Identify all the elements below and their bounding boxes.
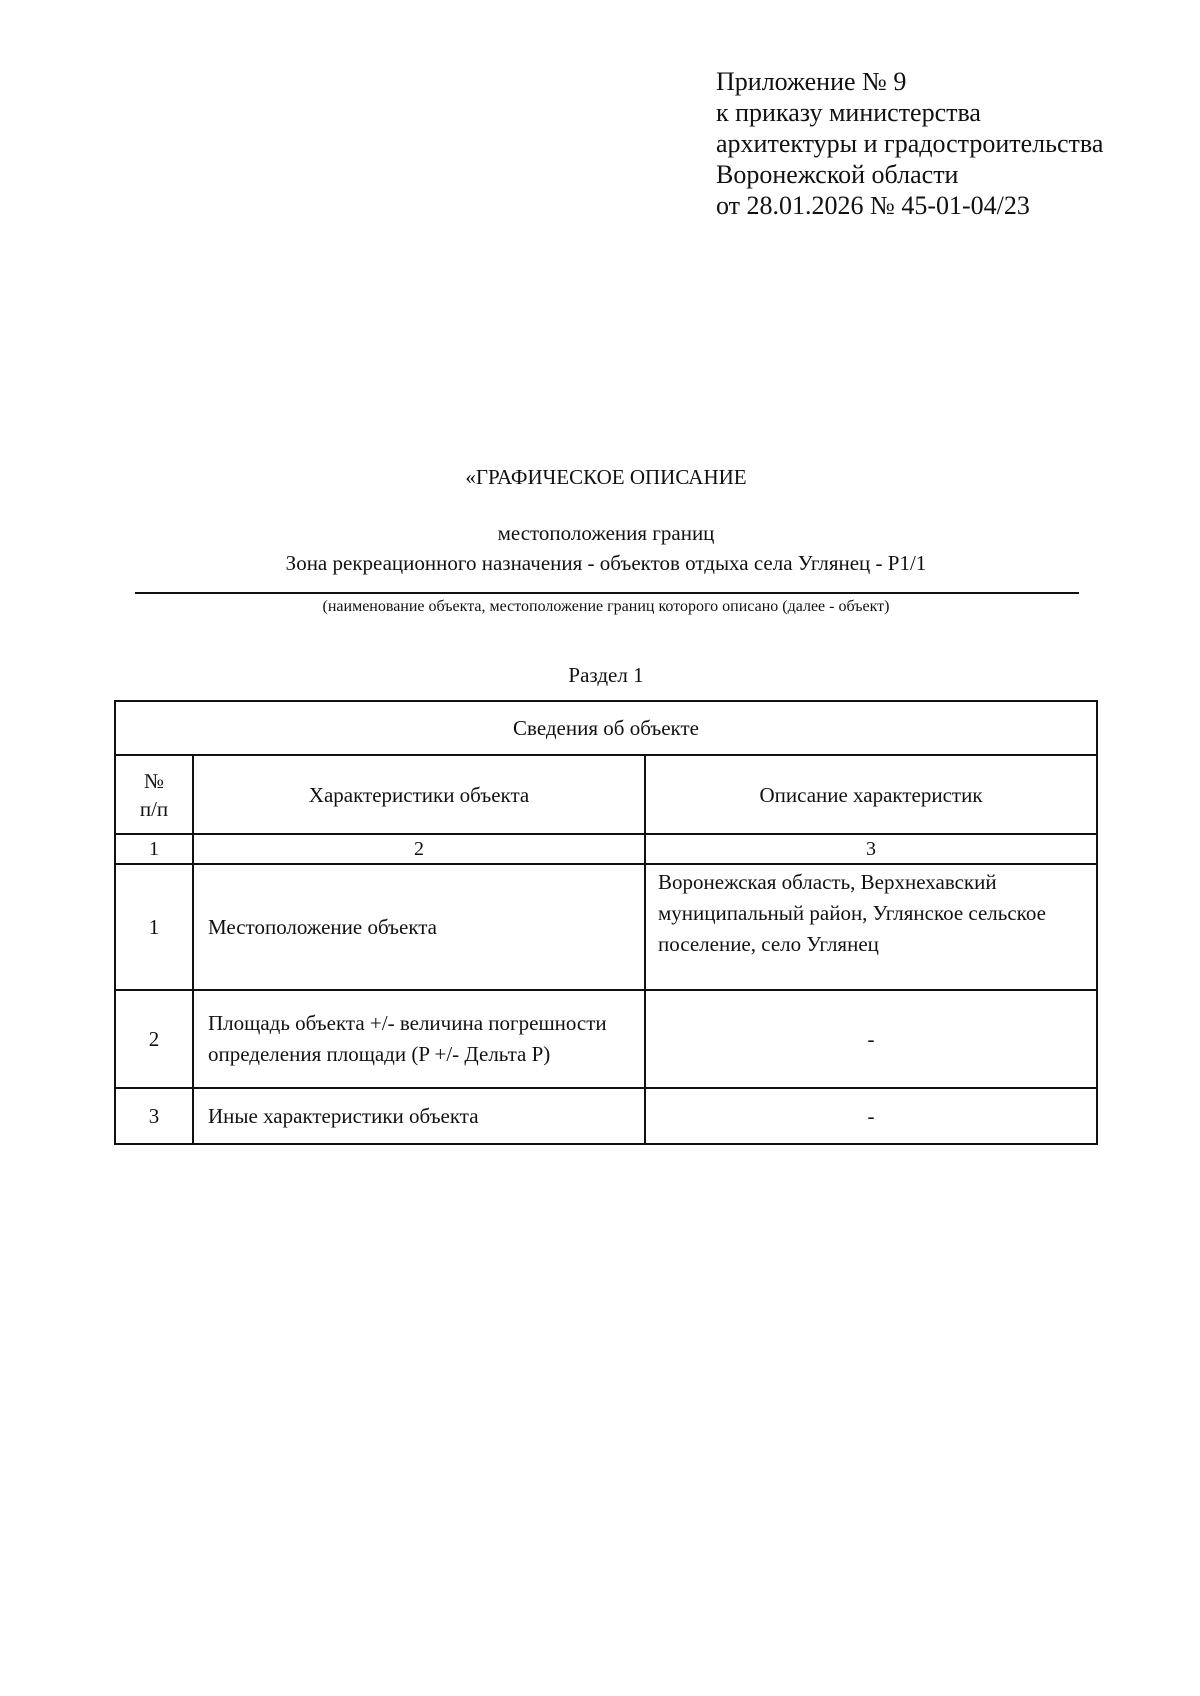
header-description: Описание характеристик bbox=[645, 755, 1097, 834]
table-caption: Сведения об объекте bbox=[115, 701, 1097, 755]
table-caption-row bbox=[115, 701, 1097, 755]
appendix-line-5: от 28.01.2026 № 45-01-04/23 bbox=[716, 191, 1030, 220]
row-number: 1 bbox=[115, 864, 193, 990]
row-characteristic: Местоположение объекта bbox=[193, 864, 645, 990]
appendix-line-4: Воронежской области bbox=[716, 160, 959, 189]
header-number-line-2: п/п bbox=[139, 796, 169, 821]
header-characteristic: Характеристики объекта bbox=[193, 755, 645, 834]
row-description: Воронежская область, Верхнехавский муниципальный район, Углянское сельское поселение, село Углянец bbox=[645, 864, 1097, 990]
row-description: - bbox=[645, 990, 1097, 1088]
appendix-line-2: к приказу министерства bbox=[716, 98, 981, 127]
appendix-line-1: Приложение № 9 bbox=[716, 67, 907, 96]
table-row bbox=[115, 990, 1097, 1088]
row-characteristic: Иные характеристики объекта bbox=[193, 1088, 645, 1144]
document-subtitle-line-2: Зона рекреационного назначения - объектов отдыха села Углянец - Р1/1 bbox=[285, 551, 927, 575]
document-title: «ГРАФИЧЕСКОЕ ОПИСАНИЕ bbox=[465, 465, 747, 489]
table-row bbox=[115, 864, 1097, 990]
column-number-1: 1 bbox=[115, 834, 193, 864]
header-number-line-1: № bbox=[143, 768, 165, 793]
object-info-table bbox=[114, 700, 1098, 1145]
appendix-header bbox=[716, 66, 1103, 221]
name-underline bbox=[135, 592, 1079, 594]
column-number-2: 2 bbox=[193, 834, 645, 864]
table-header-row bbox=[115, 755, 1097, 834]
appendix-line-3: архитектуры и градостроительства bbox=[716, 129, 1104, 158]
section-title: Раздел 1 bbox=[568, 663, 644, 687]
row-number: 3 bbox=[115, 1088, 193, 1144]
name-caption: (наименование объекта, местоположение границ которого описано (далее - объект) bbox=[322, 598, 890, 615]
table-row bbox=[115, 1088, 1097, 1144]
row-description: - bbox=[645, 1088, 1097, 1144]
row-number: 2 bbox=[115, 990, 193, 1088]
column-numbers-row bbox=[115, 834, 1097, 864]
document-subtitle-line-1: местоположения границ bbox=[497, 521, 715, 545]
row-characteristic: Площадь объекта +/- величина погрешности определения площади (P +/- Дельта P) bbox=[193, 990, 645, 1088]
header-number bbox=[115, 755, 193, 834]
column-number-3: 3 bbox=[645, 834, 1097, 864]
